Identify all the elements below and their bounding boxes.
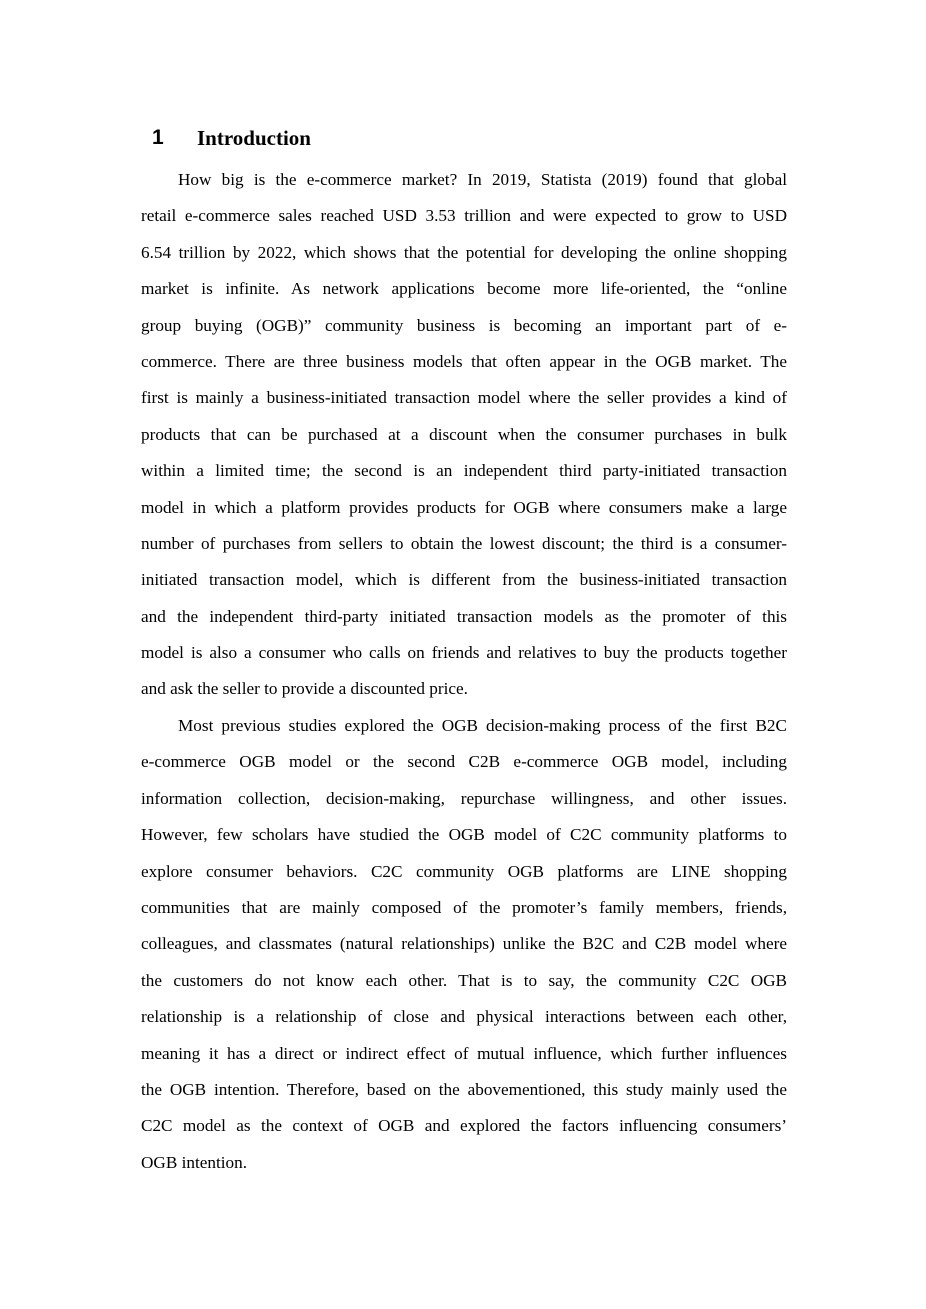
text-line: model in which a platform provides products for OGB where consumers make a large xyxy=(141,497,787,517)
text-line: explore consumer behaviors. C2C community OGB platforms are LINE shopping xyxy=(141,861,787,881)
text-line: initiated transaction model, which is different from the business-initiated transaction xyxy=(141,570,787,590)
text-line: the OGB intention. Therefore, based on the abovementioned, this study mainly used the xyxy=(141,1079,787,1099)
text-line: number of purchases from sellers to obtain the lowest discount; the third is a consumer- xyxy=(141,533,787,553)
text-line: first is mainly a business-initiated transaction model where the seller provides a kind of xyxy=(141,388,787,408)
text-line: commerce. There are three business models that often appear in the OGB market. The xyxy=(141,351,787,371)
text-line: Most previous studies explored the OGB decision-making process of the first B2C xyxy=(178,716,787,735)
section-title: Introduction xyxy=(197,125,311,150)
text-line: However, few scholars have studied the OGB model of C2C community platforms to xyxy=(141,825,787,845)
text-line: within a limited time; the second is an independent third party-initiated transaction xyxy=(141,461,787,481)
text-line: group buying (OGB)” community business is becoming an important part of e- xyxy=(141,315,787,335)
text-line: How big is the e-commerce market? In 2019, Statista (2019) found that global xyxy=(178,170,787,189)
text-line: e-commerce OGB model or the second C2B e-commerce OGB model, including xyxy=(141,752,787,772)
text-line: meaning it has a direct or indirect effect of mutual influence, which further influences xyxy=(141,1043,787,1063)
text-line: 6.54 trillion by 2022, which shows that the potential for developing the online shopping xyxy=(141,242,787,262)
text-line: OGB intention. xyxy=(141,1152,247,1172)
text-line: information collection, decision-making, repurchase willingness, and other issues. xyxy=(141,788,787,808)
text-line: retail e-commerce sales reached USD 3.53 trillion and were expected to grow to USD xyxy=(141,206,787,226)
text-line: and the independent third-party initiated transaction models as the promoter of this xyxy=(141,606,787,626)
text-line: relationship is a relationship of close and physical interactions between each other, xyxy=(141,1007,787,1027)
text-line: colleagues, and classmates (natural relationships) unlike the B2C and C2B model where xyxy=(141,934,787,954)
text-line: the customers do not know each other. That is to say, the community C2C OGB xyxy=(141,970,787,990)
text-line: C2C model as the context of OGB and explored the factors influencing consumers’ xyxy=(141,1116,787,1136)
text-line: products that can be purchased at a discount when the consumer purchases in bulk xyxy=(141,424,787,444)
text-line: and ask the seller to provide a discounted price. xyxy=(141,679,468,699)
section-number: 1 xyxy=(152,126,164,149)
paragraph-1 xyxy=(141,162,787,708)
text-line: market is infinite. As network applications become more life-oriented, the “online xyxy=(141,279,787,299)
paragraph-2 xyxy=(141,708,787,1181)
text-line: communities that are mainly composed of the promoter’s family members, friends, xyxy=(141,897,787,917)
text-line: model is also a consumer who calls on friends and relatives to buy the products together xyxy=(141,643,787,663)
